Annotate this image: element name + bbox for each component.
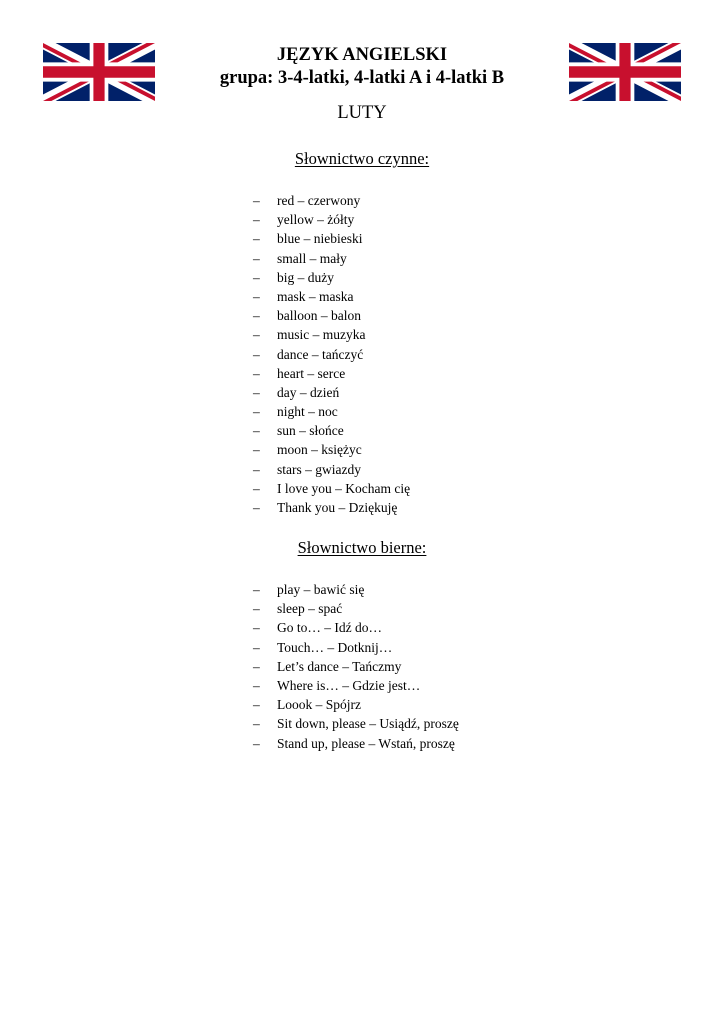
vocabulary-item (253, 306, 410, 325)
vocabulary-item (253, 345, 410, 364)
list-bullet: – (253, 480, 260, 496)
vocabulary-item (253, 229, 410, 248)
vocabulary-item (253, 657, 459, 676)
vocabulary-text: Where is… – Gdzie jest… (277, 677, 421, 693)
month-label: LUTY (337, 103, 387, 123)
list-bullet: – (253, 500, 260, 515)
list-bullet: – (253, 231, 260, 247)
vocabulary-text: moon – księżyc (277, 442, 362, 458)
vocabulary-text: Let’s dance – Tańczmy (277, 658, 402, 674)
vocabulary-text: yellow – żółty (277, 212, 355, 228)
vocabulary-item (253, 191, 410, 210)
union-jack-flag-icon (43, 43, 155, 101)
list-bullet: – (253, 697, 260, 713)
vocabulary-text: balloon – balon (277, 308, 361, 324)
list-bullet: – (253, 442, 260, 458)
list-bullet: – (253, 308, 260, 324)
list-bullet: – (253, 620, 260, 636)
list-bullet: – (253, 735, 260, 751)
vocabulary-item (253, 479, 410, 498)
list-bullet: – (253, 365, 260, 381)
vocabulary-item (253, 618, 459, 637)
union-jack-flag-icon (569, 43, 681, 101)
vocabulary-item (253, 325, 410, 344)
vocabulary-item (253, 287, 410, 306)
vocabulary-text: mask – maska (277, 288, 354, 304)
vocabulary-text: blue – niebieski (277, 231, 363, 247)
vocabulary-text: I love you – Kocham cię (277, 480, 411, 496)
vocabulary-text: stars – gwiazdy (277, 461, 361, 477)
list-bullet: – (253, 404, 260, 420)
vocabulary-item (253, 580, 459, 599)
passive-vocabulary-heading: Słownictwo bierne: (297, 538, 427, 557)
list-bullet: – (253, 193, 260, 208)
vocabulary-text: play – bawić się (277, 582, 365, 597)
vocabulary-text: Sit down, please – Usiądź, proszę (277, 716, 459, 732)
vocabulary-text: Thank you – Dziękuję (277, 500, 398, 515)
vocabulary-text: Loook – Spójrz (277, 697, 361, 713)
vocabulary-text: Go to… – Idź do… (277, 620, 382, 636)
title-subject: JĘZYK ANGIELSKI (276, 45, 448, 65)
vocabulary-item (253, 364, 410, 383)
vocabulary-item (253, 402, 410, 421)
vocabulary-text: day – dzień (277, 384, 340, 400)
list-bullet: – (253, 658, 260, 674)
vocabulary-item (253, 460, 410, 479)
active-vocabulary-list (253, 191, 410, 517)
vocabulary-text: sleep – spać (277, 601, 343, 617)
list-bullet: – (253, 212, 260, 228)
vocabulary-item (253, 714, 459, 733)
document-title (160, 44, 564, 90)
vocabulary-item (253, 268, 410, 287)
vocabulary-text: dance – tańczyć (277, 346, 364, 362)
vocabulary-item (253, 440, 410, 459)
vocabulary-item (253, 638, 459, 657)
vocabulary-item (253, 599, 459, 618)
vocabulary-item (253, 210, 410, 229)
vocabulary-text: big – duży (277, 269, 334, 285)
vocabulary-item (253, 695, 459, 714)
vocabulary-text: sun – słońce (277, 423, 344, 439)
list-bullet: – (253, 461, 260, 477)
vocabulary-text: small – mały (277, 250, 347, 266)
vocabulary-text: red – czerwony (277, 193, 361, 208)
list-bullet: – (253, 601, 260, 617)
list-bullet: – (253, 327, 260, 343)
list-bullet: – (253, 639, 260, 655)
list-bullet: – (253, 384, 260, 400)
list-bullet: – (253, 250, 260, 266)
list-bullet: – (253, 423, 260, 439)
list-bullet: – (253, 288, 260, 304)
vocabulary-text: Stand up, please – Wstań, proszę (277, 735, 455, 751)
vocabulary-item (253, 249, 410, 268)
active-vocabulary-heading: Słownictwo czynne: (294, 149, 430, 168)
vocabulary-item (253, 383, 410, 402)
list-bullet: – (253, 677, 260, 693)
vocabulary-text: music – muzyka (277, 327, 366, 343)
title-groups: grupa: 3-4-latki, 4-latki A i 4-latki B (219, 68, 505, 88)
list-bullet: – (253, 582, 260, 597)
vocabulary-item (253, 498, 410, 517)
vocabulary-text: Touch… – Dotknij… (277, 639, 393, 655)
passive-vocabulary-list (253, 580, 459, 753)
vocabulary-item (253, 421, 410, 440)
vocabulary-item (253, 676, 459, 695)
vocabulary-text: night – noc (277, 404, 338, 420)
list-bullet: – (253, 716, 260, 732)
list-bullet: – (253, 346, 260, 362)
vocabulary-text: heart – serce (277, 365, 346, 381)
vocabulary-item (253, 734, 459, 753)
list-bullet: – (253, 269, 260, 285)
